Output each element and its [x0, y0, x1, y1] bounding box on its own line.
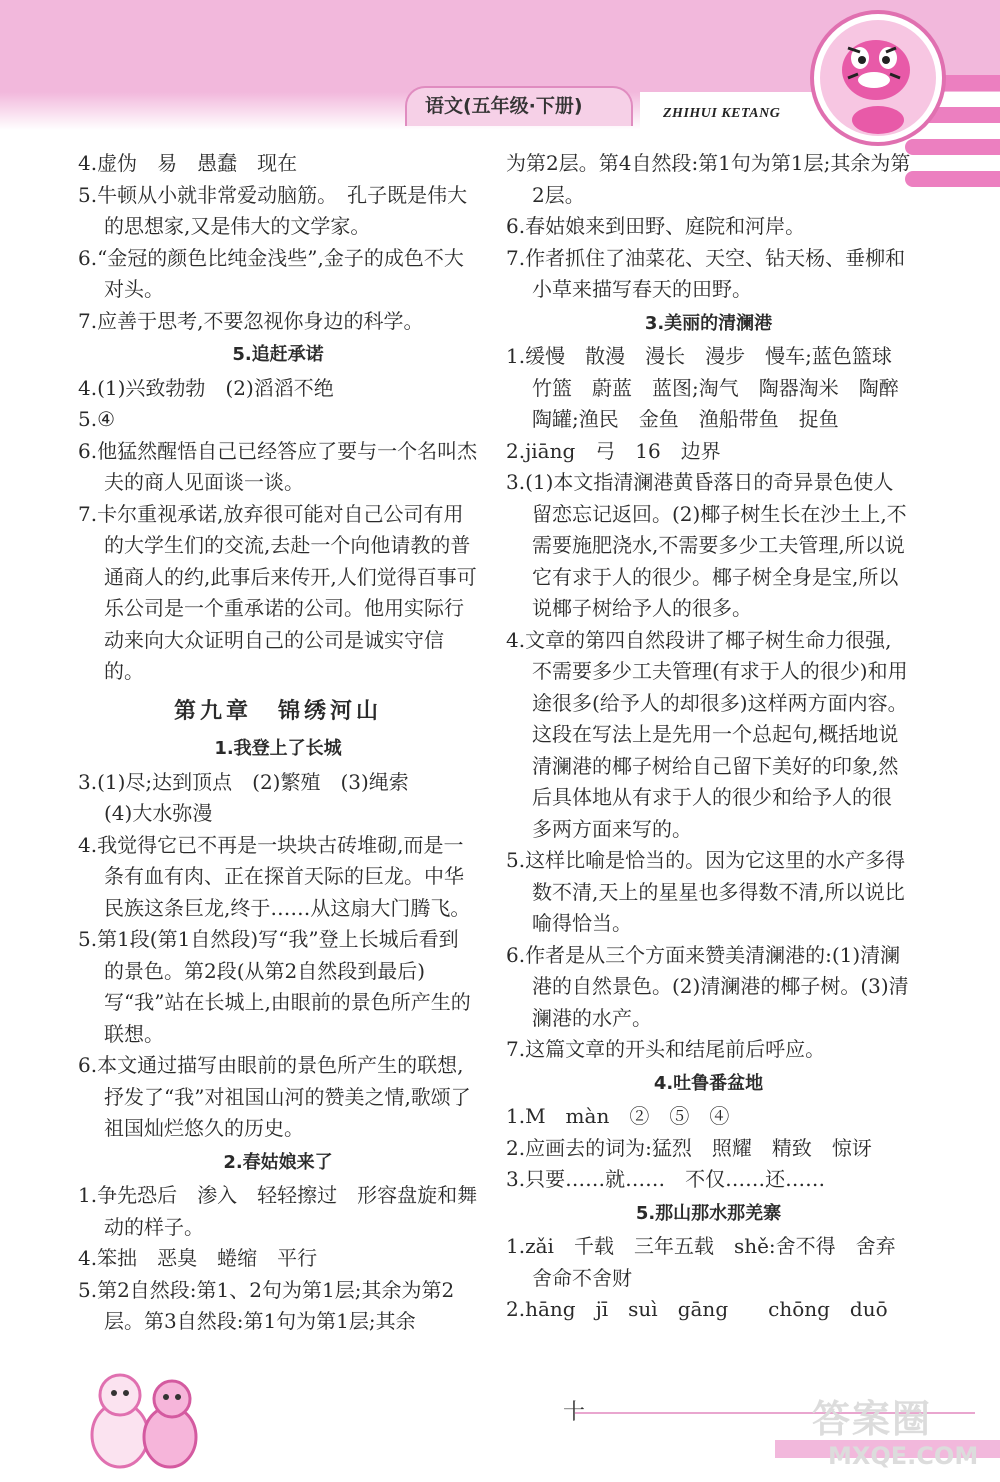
page-number: 十 — [563, 1400, 586, 1425]
answer-item: 1.M màn ② ⑤ ④ — [506, 1104, 730, 1128]
tiger-mascot-icon — [808, 8, 948, 148]
cartoon-characters-icon — [80, 1355, 210, 1480]
answer-item: 7.作者抓住了油菜花、天空、钻天杨、垂柳和小草来描写春天的田野。 — [506, 245, 906, 301]
brand-text: ZHIHUI KETANG — [663, 106, 781, 121]
answer-item: 4.文章的第四自然段讲了椰子树生命力很强,不需要多少工夫管理(有求于人的很少)和用途很多(给予人的却很多)这样两方面内容。这段在写法上是先用一个总起句,概括地说清澜港的椰子树给自己留下美好的印象,然后具体地从有求于人的很少和给予人的很多两方面来写的。 — [506, 627, 908, 841]
section-heading: 1.我登上了长城 — [214, 738, 342, 759]
answer-item: 2.应画去的词为:猛烈 照耀 精致 惊讶 — [506, 1135, 872, 1160]
section-heading: 3.美丽的清澜港 — [644, 312, 773, 334]
answer-item: 6.“金冠的颜色比纯金浅些”,金子的成色不大对头。 — [78, 245, 464, 301]
right-column — [506, 148, 919, 1326]
answer-item-continuation: (4)大水弥漫 — [104, 801, 213, 825]
answer-item: 1.缓慢 散漫 漫长 漫步 慢车;蓝色篮球 竹篮 蔚蓝 蓝图;淘气 陶器淘米 陶醉 陶罐;渔民 金鱼 渔船带鱼 捉鱼 — [506, 344, 919, 431]
answer-item: 4.(1)兴致勃勃 (2)滔滔不绝 — [78, 375, 334, 400]
answer-item: 7.卡尔重视承诺,放弃很可能对自己公司有用的大学生们的交流,去赴一个向他请教的普通商人的约,此事后来传开,人们觉得百事可乐公司是一个重承诺的公司。他用实际行动来向大众证明自己的公司是诚实守信的。 — [78, 501, 477, 683]
section-heading: 5.追赶承诺 — [232, 344, 324, 365]
answer-item: 1.争先恐后 渗入 轻轻擦过 形容盘旋和舞动的样子。 — [78, 1183, 478, 1239]
answer-item: 4.我觉得它已不再是一块块古砖堆砌,而是一条有血有肉、正在探首天际的巨龙。中华民族这条巨龙,终于……从这扇大门腾飞。 — [78, 832, 471, 920]
answer-item: 5.这样比喻是恰当的。因为它这里的水产多得数不清,天上的星星也多得数不清,所以说比喻得恰当。 — [506, 848, 906, 935]
watermark-logo: 答案圈 — [812, 1397, 933, 1441]
answer-item: 5.第1段(第1自然段)写“我”登上长城后看到的景色。第2段(从第2自然段到最后)写“我”站在长城上,由眼前的景色所产生的联想。 — [78, 927, 471, 1046]
section-heading: 2.春姑娘来了 — [223, 1151, 333, 1173]
answer-item: 1.zǎi 千载 三年五载 shě:舍不得 舍弃 舍命不舍财 — [506, 1234, 916, 1290]
answer-item: 3.只要……就…… 不仅……还…… — [506, 1167, 826, 1191]
answer-item: 5.第2自然段:第1、2句为第1层;其余为第2层。第3自然段:第1句为第1层;其余 — [78, 1277, 455, 1333]
answer-item: 6.本文通过描写由眼前的景色所产生的联想,抒发了“我”对祖国山河的赞美之情,歌颂了祖国灿烂悠久的历史。 — [78, 1053, 471, 1140]
answer-item-continuation: 为第2层。第4自然段:第1句为第1层;其余为第2层。 — [506, 151, 911, 207]
answer-item: 4.笨拙 恶臭 蜷缩 平行 — [78, 1246, 318, 1270]
page-header — [0, 0, 1000, 150]
left-column — [78, 148, 478, 1338]
answer-item: 2.jiāng 弓 16 边界 — [506, 438, 721, 463]
answer-item: 3.(1)本文指清澜港黄昏落日的奇异景色使人留恋忘记返回。(2)椰子树生长在沙土上,不需要施肥浇水,不需要多少工夫管理,所以说它有求于人的很少。椰子树全身是宝,所以说椰子树给予人的很多。 — [506, 470, 907, 620]
answer-item: 7.这篇文章的开头和结尾前后呼应。 — [506, 1037, 826, 1061]
section-heading: 4.吐鲁番盆地 — [653, 1072, 764, 1094]
section-heading: 5.那山那水那羌寨 — [635, 1202, 782, 1224]
answer-item: 3.(1)尽;达到顶点 (2)繁殖 (3)绳索 — [78, 769, 409, 794]
answer-item: 6.他猛然醒悟自己已经答应了要与一个名叫杰夫的商人见面谈一谈。 — [78, 438, 478, 494]
answer-item: 6.作者是从三个方面来赞美清澜港的:(1)清澜港的自然景色。(2)清澜港的椰子树。(3)清澜港的水产。 — [506, 942, 909, 1030]
answer-item: 7.应善于思考,不要忽视你身边的科学。 — [78, 308, 424, 333]
answer-item: 5.④ — [78, 407, 116, 431]
watermark-url: MXQE.COM — [828, 1442, 979, 1470]
chapter-heading: 第九章 锦绣河山 — [173, 697, 382, 724]
answer-item: 5.牛顿从小就非常爱动脑筋。 孔子既是伟大的思想家,又是伟大的文学家。 — [78, 182, 468, 238]
answer-item: 2.hāng jī suì gāng chōng duō — [506, 1297, 888, 1321]
subject-title: 语文(五年级·下册) — [425, 95, 583, 117]
answer-item: 6.春姑娘来到田野、庭院和河岸。 — [506, 214, 806, 238]
answer-item: 4.虚伪 易 愚蠢 现在 — [78, 151, 298, 175]
